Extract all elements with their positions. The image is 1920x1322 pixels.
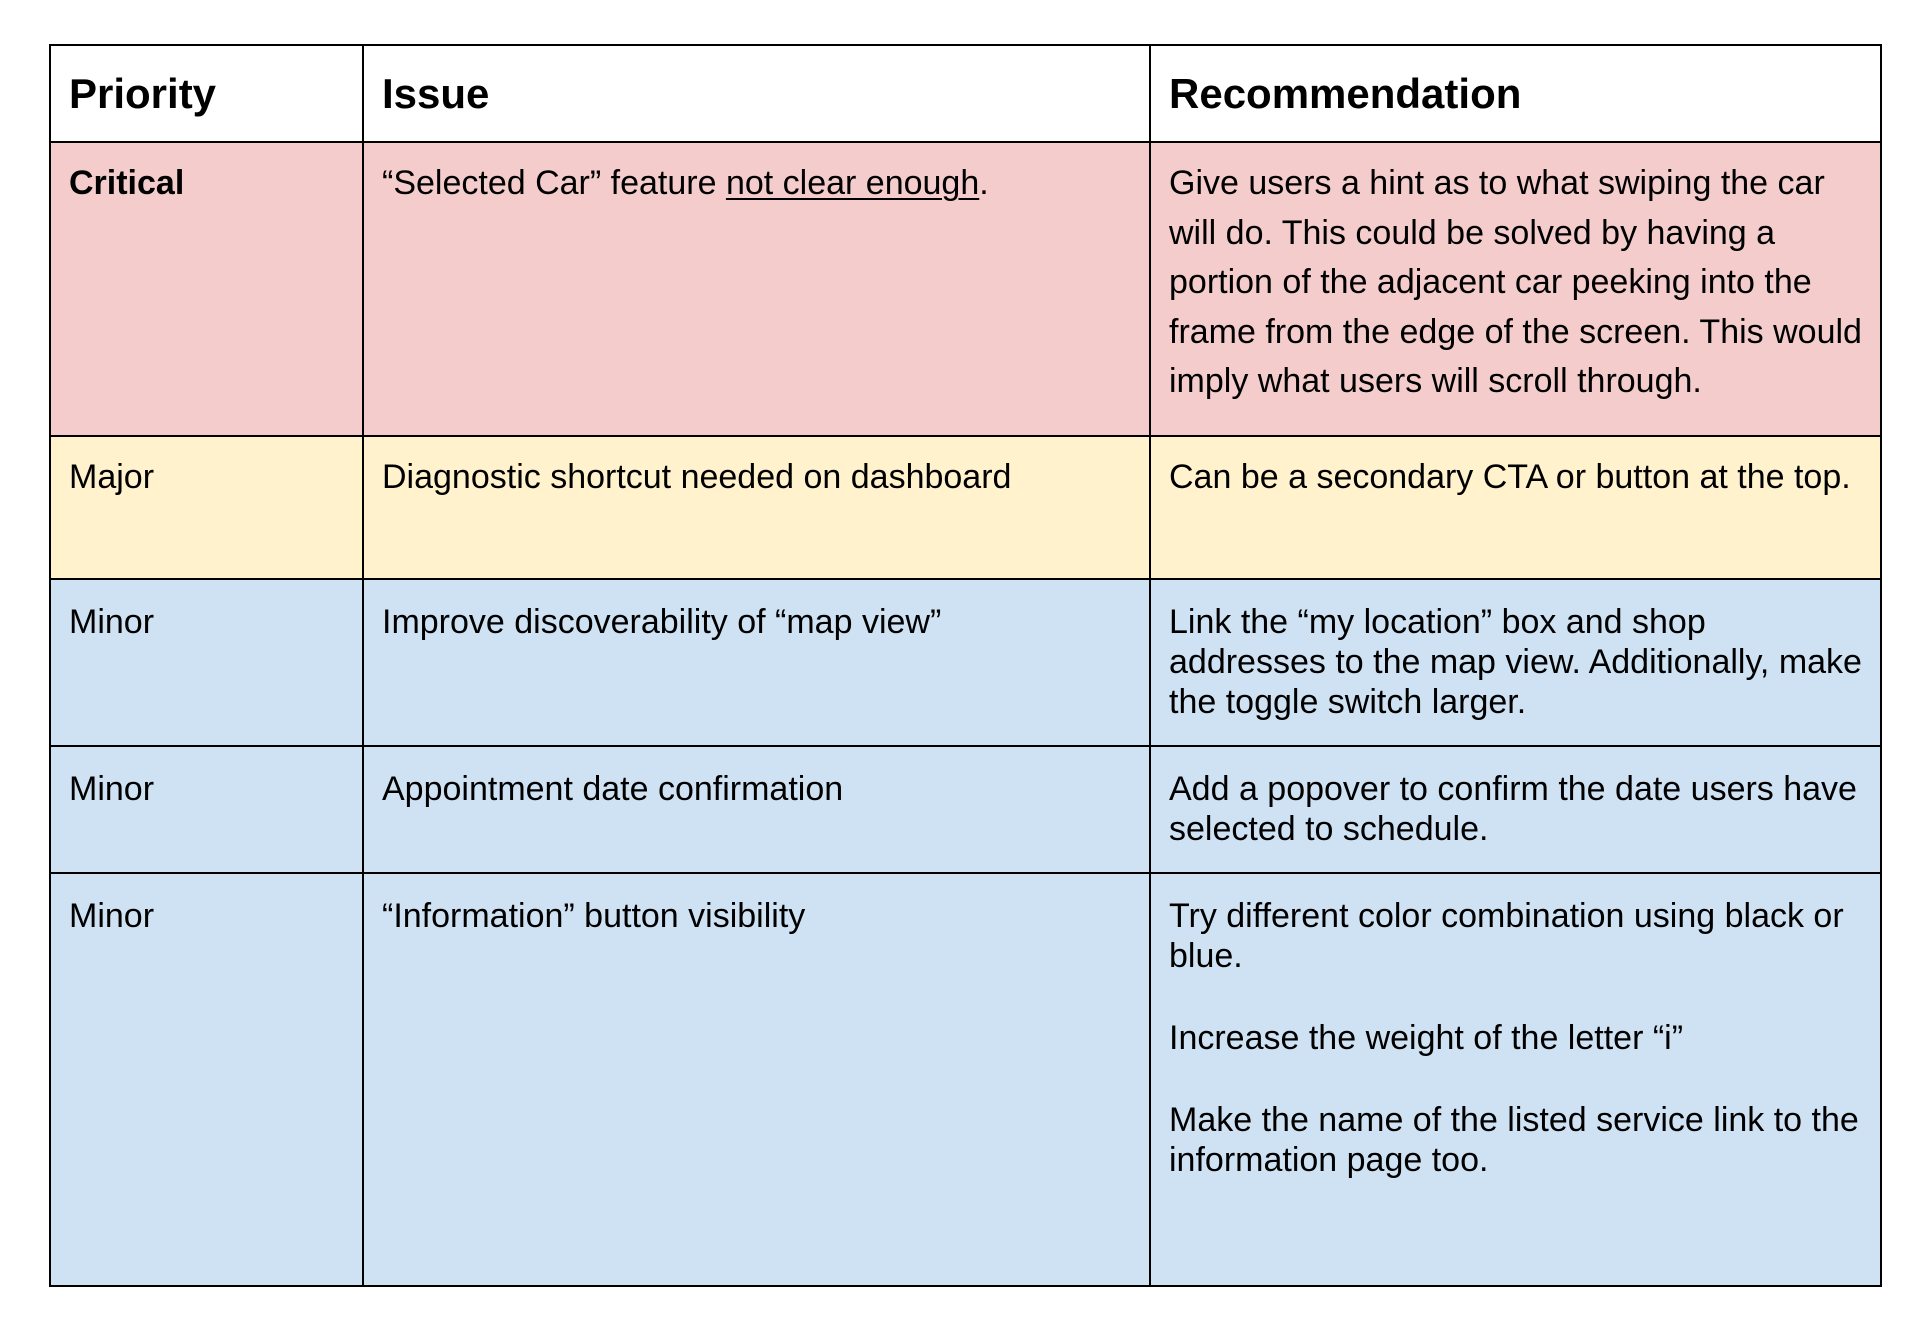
issue-cell xyxy=(363,579,1150,746)
priority-cell xyxy=(50,436,363,579)
issue-text: “Information” button visibility xyxy=(382,897,806,935)
recommendation-text: Can be a secondary CTA or button at the top. xyxy=(1169,458,1851,496)
issue-cell xyxy=(363,436,1150,579)
header-row xyxy=(50,45,1881,142)
table-row-critical xyxy=(50,142,1881,436)
priority-cell xyxy=(50,579,363,746)
issue-text-before: “Selected Car” feature xyxy=(382,164,726,202)
recommendation-text: Link the “my location” box and shop addresses to the map view. Additionally, make the toggle switch larger. xyxy=(1169,603,1862,721)
table-row-minor xyxy=(50,873,1881,1286)
recommendation-text: Add a popover to confirm the date users have selected to schedule. xyxy=(1169,770,1857,848)
priority-cell xyxy=(50,746,363,873)
issue-cell xyxy=(363,746,1150,873)
recommendation-cell xyxy=(1150,436,1881,579)
header-priority: Priority xyxy=(50,45,363,142)
priority-cell xyxy=(50,873,363,1286)
recommendation-cell xyxy=(1150,873,1881,1286)
recommendation-cell xyxy=(1150,579,1881,746)
header-issue: Issue xyxy=(363,45,1150,142)
recommendation-paragraph: Make the name of the listed service link to the information page too. xyxy=(1169,1101,1859,1179)
priority-label: Major xyxy=(69,458,155,496)
issue-text xyxy=(382,159,1131,209)
table-row-minor xyxy=(50,746,1881,873)
priority-cell xyxy=(50,142,363,436)
table-row-major xyxy=(50,436,1881,579)
issue-text-after: . xyxy=(979,164,989,202)
priority-label: Minor xyxy=(69,603,155,641)
issue-text: Improve discoverability of “map view” xyxy=(382,603,942,641)
header-recommendation: Recommendation xyxy=(1150,45,1881,142)
table-row-minor xyxy=(50,579,1881,746)
recommendation-cell xyxy=(1150,746,1881,873)
issue-text: Diagnostic shortcut needed on dashboard xyxy=(382,458,1012,496)
recommendation-paragraph: Try different color combination using black or blue. xyxy=(1169,897,1844,975)
recommendation-paragraph: Increase the weight of the letter “i” xyxy=(1169,1019,1684,1057)
issue-cell xyxy=(363,142,1150,436)
issue-cell xyxy=(363,873,1150,1286)
issue-underlined-text: not clear enough xyxy=(725,164,980,202)
recommendation-cell xyxy=(1150,142,1881,436)
recommendation-text: Give users a hint as to what swiping the car will do. This could be solved by having a portion of the adjacent car peeking into the frame from the edge of the screen. This would imply what users will scroll through. xyxy=(1169,164,1862,400)
priority-label: Minor xyxy=(69,770,155,808)
priority-label: Minor xyxy=(69,897,155,935)
priority-table xyxy=(49,44,1882,1287)
priority-label: Critical xyxy=(69,164,185,202)
issue-text: Appointment date confirmation xyxy=(382,770,844,808)
